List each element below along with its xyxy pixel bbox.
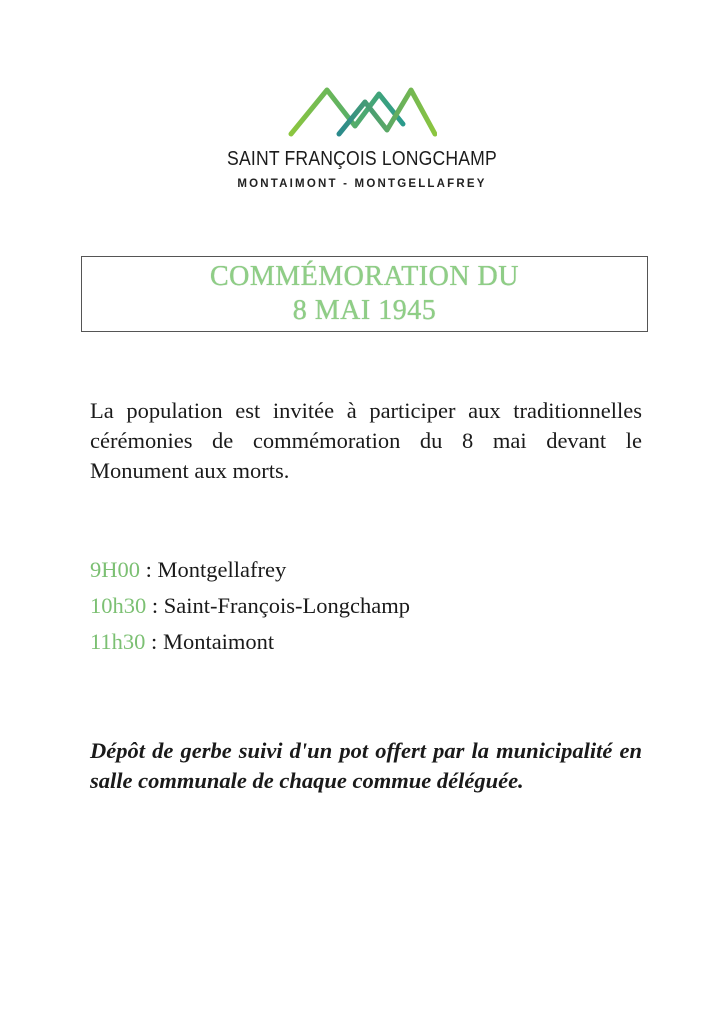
org-subtitle: MONTAIMONT - MONTGELLAFREY — [237, 178, 487, 190]
schedule-place: Montgellafrey — [157, 557, 287, 582]
schedule-place: Saint-François-Longchamp — [163, 593, 410, 618]
schedule-list — [90, 552, 650, 660]
schedule-time: 9H00 — [90, 557, 140, 582]
schedule-separator: : — [146, 593, 164, 618]
schedule-separator: : — [145, 629, 163, 654]
footer-note: Dépôt de gerbe suivi d'un pot offert par la municipalité en salle communale de chaque commue déléguée. — [90, 738, 642, 793]
title-box — [81, 256, 648, 332]
schedule-item — [90, 588, 650, 624]
schedule-place: Montaimont — [162, 629, 275, 654]
title-line-1: COMMÉMORATION DU — [209, 261, 519, 292]
schedule-separator: : — [140, 557, 158, 582]
mountain-logo-icon — [287, 82, 437, 142]
schedule-time: 11h30 — [90, 629, 146, 654]
schedule-item — [90, 552, 650, 588]
title-line-2: 8 MAI 1945 — [292, 295, 437, 326]
org-name: SAINT FRANÇOIS LONGCHAMP — [227, 148, 497, 170]
mountain-logo — [0, 82, 724, 144]
schedule-item — [90, 624, 650, 660]
schedule-time: 10h30 — [90, 593, 147, 618]
intro-paragraph: La population est invitée à participer aux traditionnelles cérémonies de commémoration du 8 mai devant le Monument aux morts. — [90, 398, 642, 483]
